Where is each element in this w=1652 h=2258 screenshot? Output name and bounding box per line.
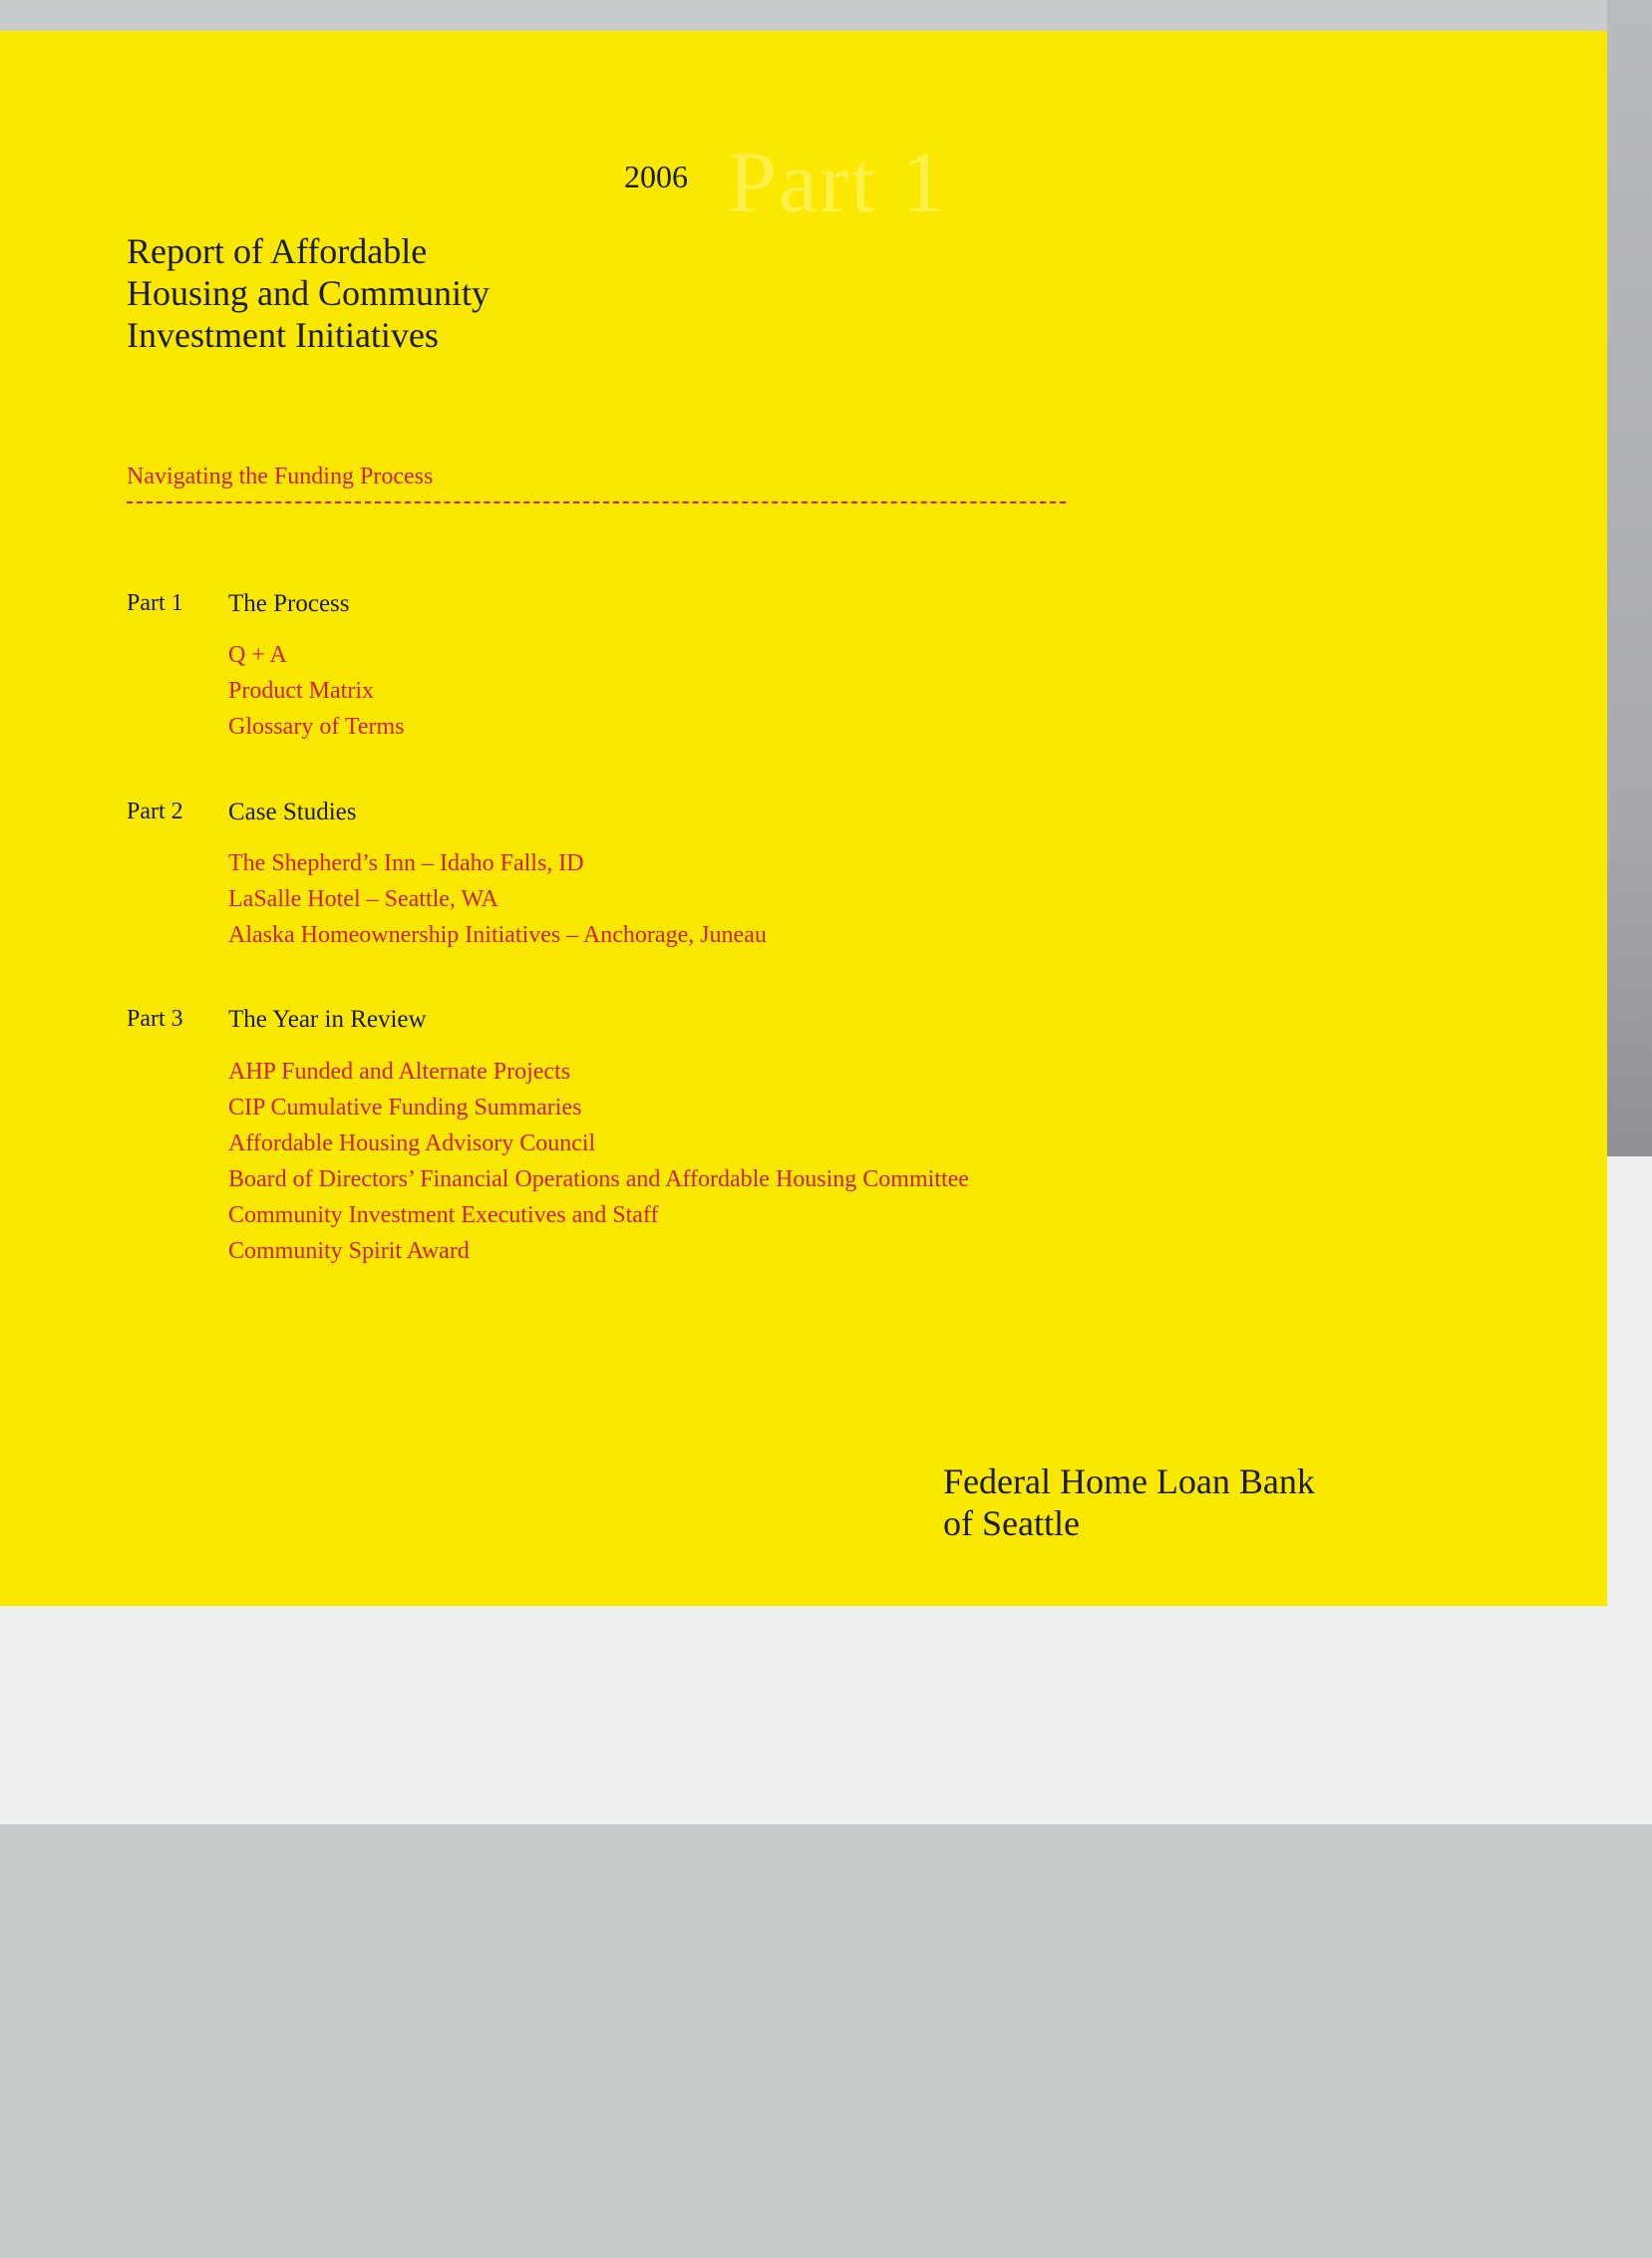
toc-item: Q + A [228,642,287,668]
part-2-title: Case Studies [228,799,357,825]
title-line: Investment Initiatives [127,315,439,355]
publisher-line: of Seattle [943,1503,1080,1543]
ghost-part-text: Part 1 [728,135,947,231]
publisher-name [943,1460,1315,1544]
toc-item: The Shepherd’s Inn – Idaho Falls, ID [228,850,584,876]
toc-item: Community Investment Executives and Staff [228,1202,659,1228]
title-line: Report of Affordable [127,231,428,271]
report-title [127,230,490,356]
part-1-label: Part 1 [127,590,183,616]
part-3-label: Part 3 [127,1006,183,1032]
part-3-title: The Year in Review [228,1006,427,1033]
cover-card [0,31,1607,1606]
part-2-label: Part 2 [127,799,183,824]
toc-item: Affordable Housing Advisory Council [228,1130,596,1156]
report-year: 2006 [624,159,688,194]
part-1-title: The Process [228,590,350,617]
background-right-strip [1607,0,1652,1156]
toc-item: Alaska Homeownership Initiatives – Anchorage, Juneau [228,922,767,948]
toc-item: CIP Cumulative Funding Summaries [228,1095,582,1121]
toc-item: AHP Funded and Alternate Projects [228,1059,571,1085]
toc-item: Glossary of Terms [228,714,405,740]
report-subtitle: Navigating the Funding Process [127,464,434,489]
toc-item: Board of Directors’ Financial Operations and Affordable Housing Committee [228,1166,969,1192]
dashed-divider [127,501,1066,503]
toc-item: LaSalle Hotel – Seattle, WA [228,886,498,912]
publisher-line: Federal Home Loan Bank [943,1461,1315,1501]
toc-item: Product Matrix [228,678,374,704]
title-line: Housing and Community [127,273,491,313]
toc-item: Community Spirit Award [228,1238,470,1264]
